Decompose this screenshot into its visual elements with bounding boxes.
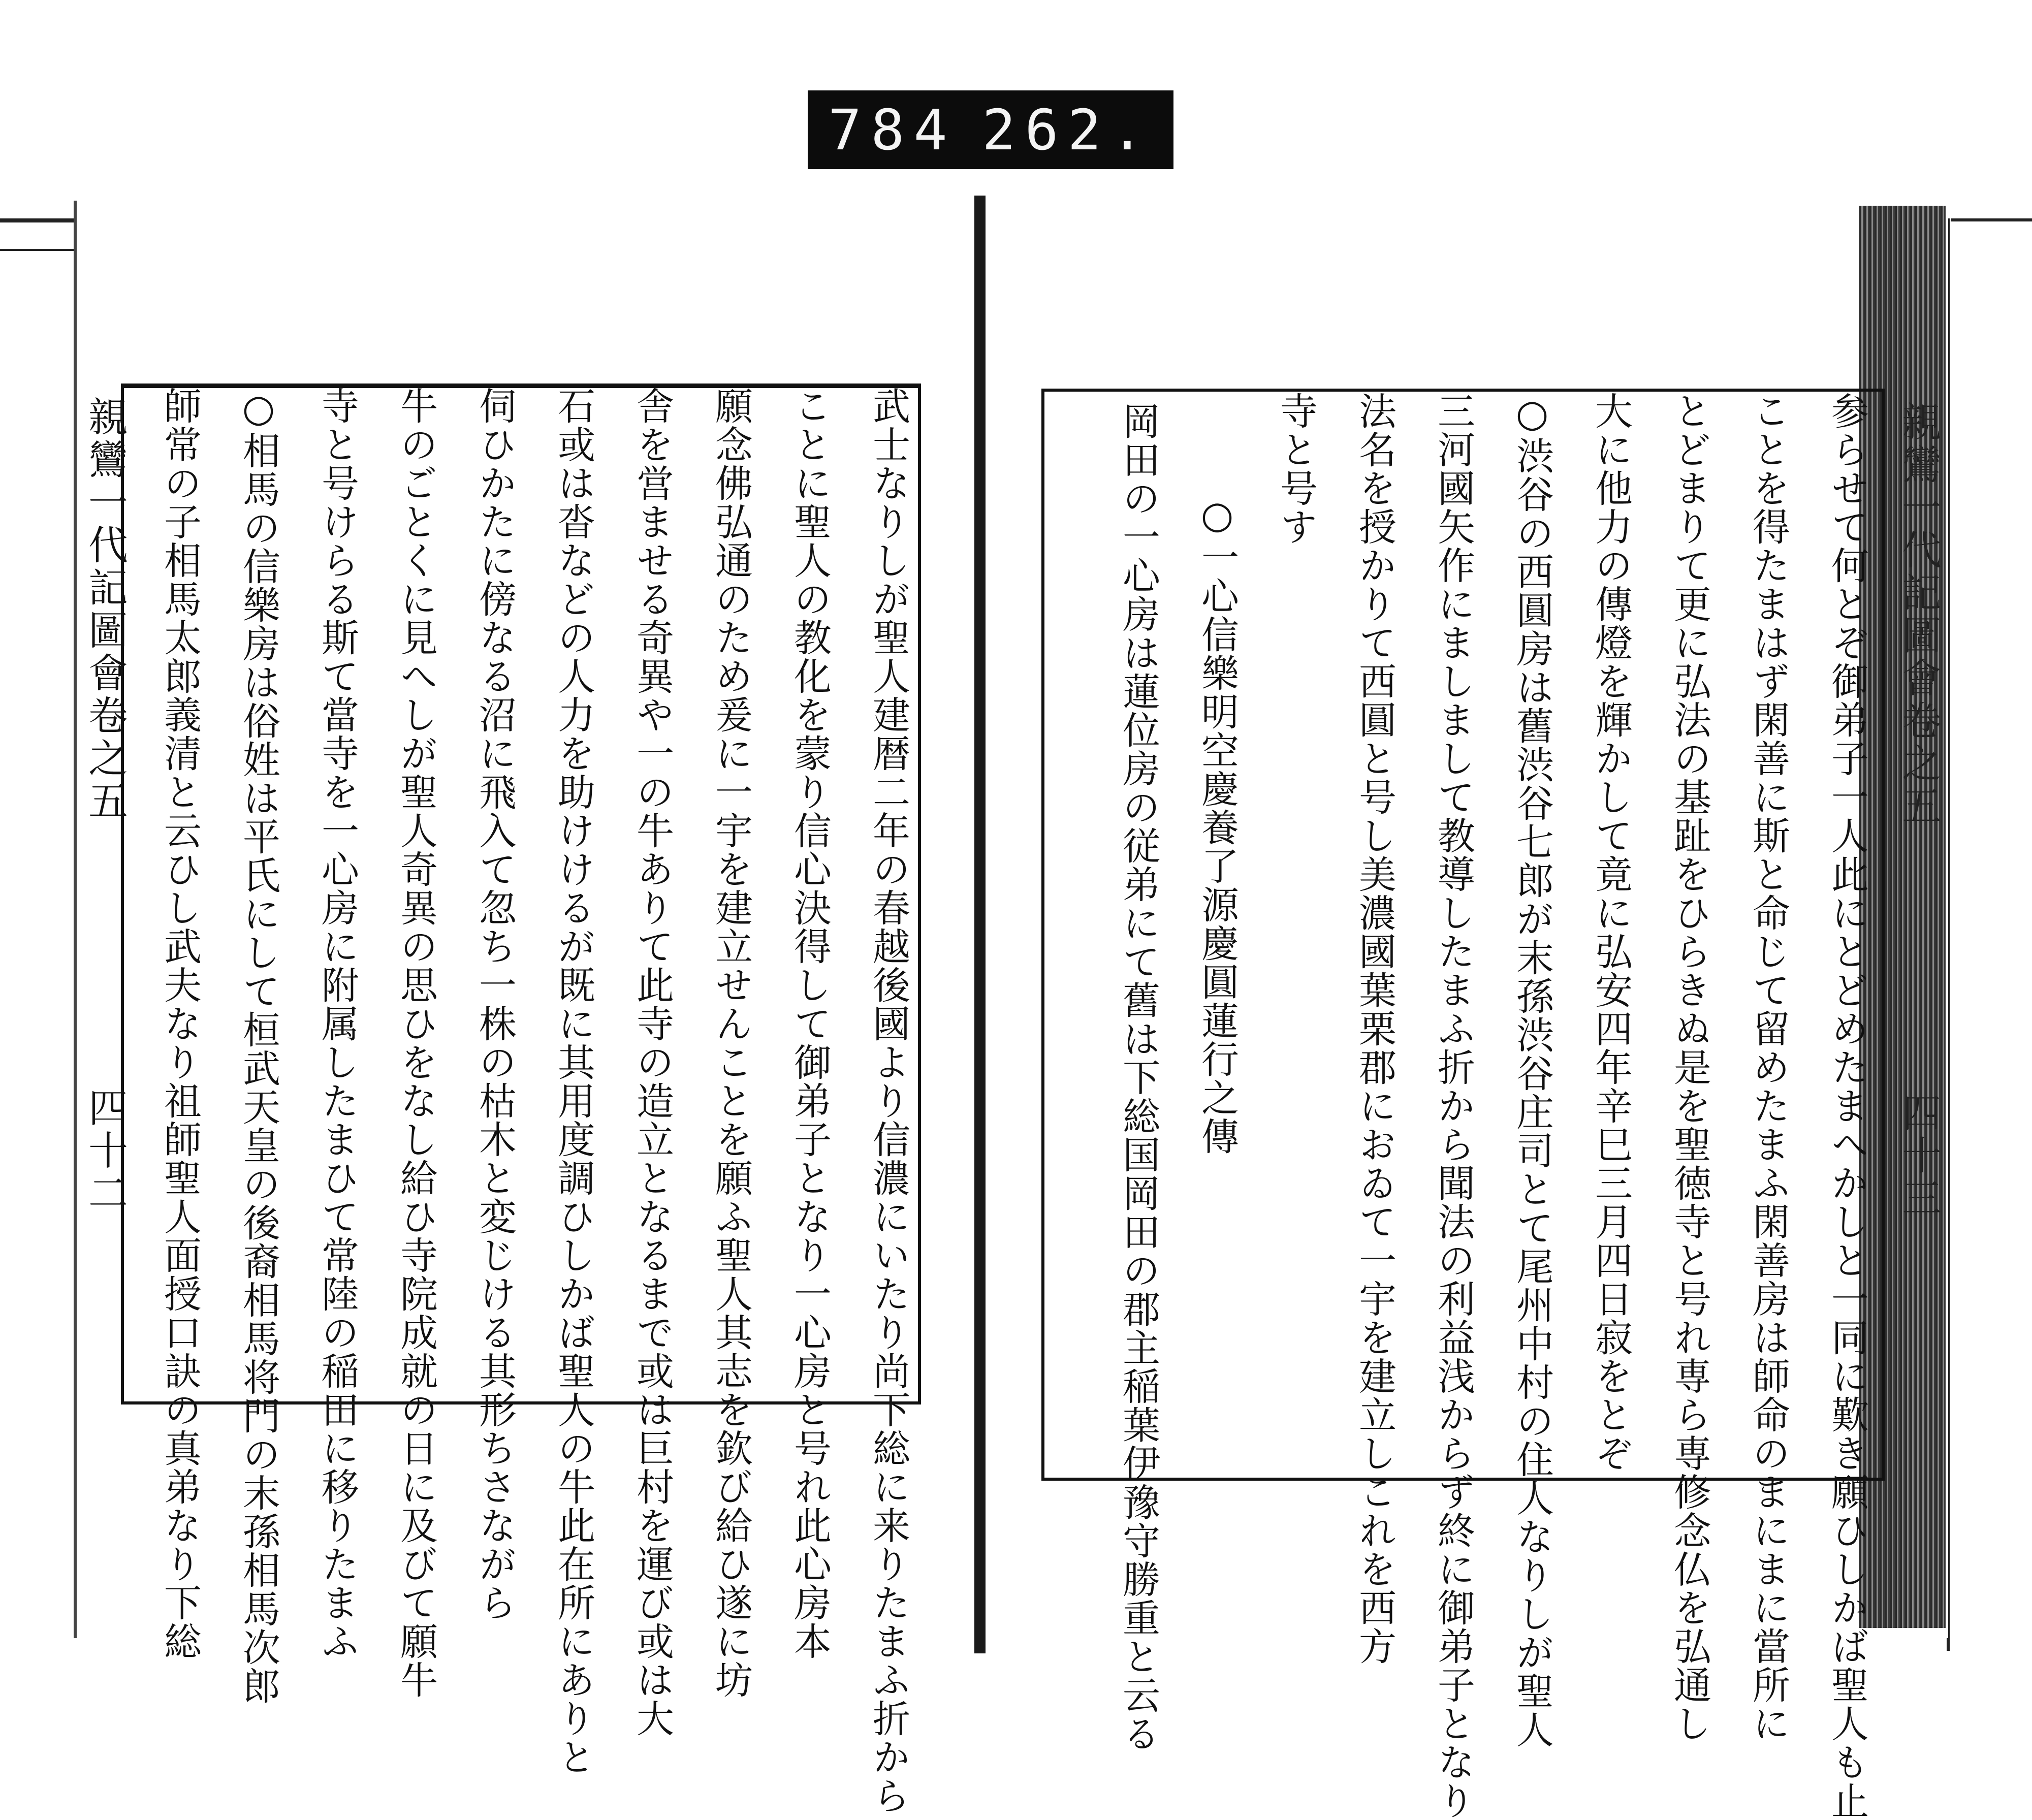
left-margin-title: 親鸞一代記圖會卷之五 — [82, 396, 128, 823]
left-text-box — [121, 384, 921, 1815]
right-col-3: とどまりて更に弘法の基趾をひらきぬ是を聖徳寺と号れ専ら専修念仏を弘通し — [1668, 392, 1711, 1743]
left-col-3: 願念佛弘通のため爰に一宇を建立せんことを願ふ聖人其志を欽び給ひ遂に坊 — [709, 387, 753, 1699]
left-col-9: ○相馬の信樂房は俗姓は平氏にして桓武天皇の後裔相馬将門の末孫相馬次郎 — [237, 387, 280, 1705]
left-col-6: 伺ひかたに傍なる沼に飛入て忽ち一株の枯木と変じける其形ちさながら — [473, 387, 517, 1622]
archive-label — [808, 90, 1173, 169]
left-col-8: 寺と号けらる斯て當寺を一心房に附属したまひて常陸の稲田に移りたまふ — [315, 387, 359, 1661]
right-col-8: 寺と号す — [1274, 392, 1318, 546]
book-spine — [974, 196, 986, 1653]
archive-label-right: 262. — [982, 97, 1153, 163]
right-col-10: 岡田の一心房は蓮位房の従弟にて舊は下総国岡田の郡主稲葉伊豫守勝重と云る — [1117, 402, 1160, 1753]
right-col-5: ○渋谷の西圓房は舊渋谷七郎が末孫渋谷庄司とて尾州中村の住人なりしが聖人 — [1510, 392, 1554, 1749]
left-page-number: 四十二 — [82, 1087, 128, 1215]
right-col-6: 三河國矢作にましまして教導したまふ折から聞法の利益浅からず終に御弟子となり — [1432, 392, 1475, 1820]
left-col-1: 武士なりしが聖人建暦二年の春越後國より信濃にいたり尚下総に来りたまふ折から — [867, 387, 910, 1815]
right-col-7: 法名を授かりて西圓と号し美濃國葉栗郡におゐて一宇を建立しこれを西方 — [1353, 392, 1396, 1666]
right-margin-title: 親鸞一代記圖會卷之五 — [1895, 401, 1941, 828]
archive-label-left: 784 — [828, 97, 957, 163]
frame-line-left-2 — [0, 249, 76, 251]
right-col-4: 大に他力の傳燈を輝かして竟に弘安四年辛巳三月四日寂をとぞ — [1589, 392, 1633, 1473]
right-page-number: 四十三 — [1895, 1092, 1941, 1220]
right-col-9: ○一心信樂明空慶養了源慶圓蓮行之傳 — [1195, 493, 1239, 1156]
left-col-5: 石或は沓などの人力を助けけるが既に其用度調ひしかば聖人の牛此在所にありと — [552, 387, 595, 1776]
left-col-2: ことに聖人の教化を蒙り信心決得して御弟子となり一心房と号れ此心房本 — [788, 387, 832, 1661]
right-col-2: ことを得たまはず閑善に斯と命じて留めたまふ閑善房は師命のまにまに當所に — [1747, 392, 1790, 1743]
frame-line-left — [0, 218, 76, 222]
left-col-4: 舎を営ませる奇異や一の牛ありて此寺の造立となるまで或は巨村を運び或は大 — [630, 387, 674, 1738]
right-col-1: 参らせて何とぞ御弟子一人此にとどめたまへかしと一同に歎き願ひしかば聖人も止 — [1825, 392, 1869, 1820]
left-col-10: 師常の子相馬太郎義清と云ひし武夫なり祖師聖人面授口訣の真弟なり下総 — [158, 387, 202, 1661]
left-col-7: 牛のごとくに見へしが聖人奇異の思ひをなし給ひ寺院成就の日に及びて願牛 — [394, 387, 438, 1699]
frame-line-right — [1951, 218, 2032, 221]
right-text-box — [1041, 389, 1885, 1820]
